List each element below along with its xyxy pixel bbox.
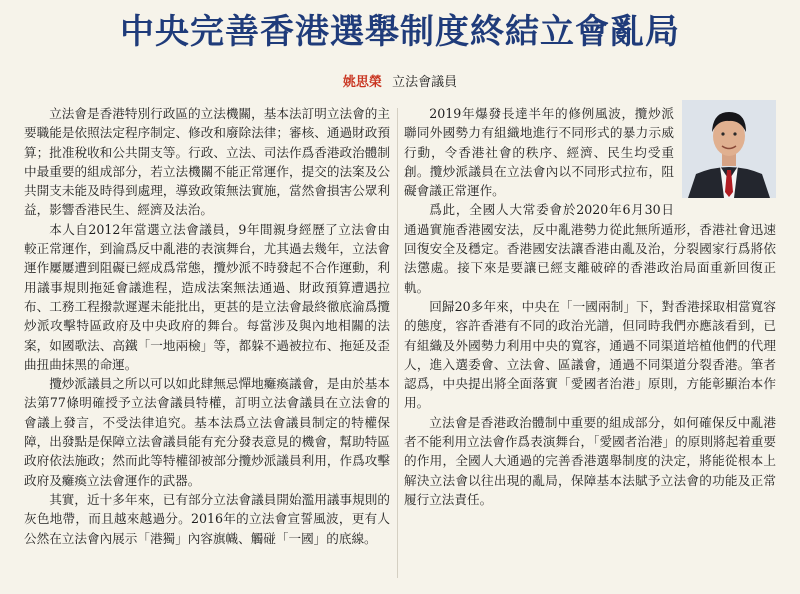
article-paragraph-8: 立法會是香港政治體制中重要的組成部分，如何確保反中亂港者不能利用立法會作爲表演舞台，「愛國者治港」的原則將起着重要的作用，全國人大通過的完善香港選舉制度的決定，將能從根本上解決立法會以往出現的亂局，保障基本法賦予立法會的功能及正常履行立法責任。 [404,414,776,507]
article-column-right [404,104,776,584]
article-paragraph-4: 其實，近十多年來，已有部分立法會議員開始濫用議事規則的灰色地帶，而且越來越過分。2016年的立法會宣誓風波，更有人公然在立法會內展示「港獨」內容旗幟、觸碰「一國」的底線。 [24,491,390,546]
headline: 中央完善香港選舉制度終結立會亂局 [120,12,680,52]
portrait-svg [682,100,776,198]
author-role: 立法會議員 [392,75,458,90]
author-name: 姚思榮 [342,75,382,90]
article-paragraph-6: 爲此，全國人大常委會於2020年6月30日通過實施香港國安法，反中亂港勢力從此無所遁形，香港社會迅速回復安全及穩定。香港國安法讓香港由亂及治，分裂國家行爲將依法懲處。接下來是要讓已經支離破碎的香港政治局面重新回復正軌。 [404,202,776,295]
byline [0,74,800,92]
column-divider [397,108,398,578]
article-paragraph-1: 立法會是香港特別行政區的立法機關，基本法訂明立法會的主要職能是依照法定程序制定、修改和廢除法律；審核、通過財政預算；批准稅收和公共開支等。行政、立法、司法作爲香港政治體制中最重要的組成部分，若立法機關不能正常運作，提交的法案及公共開支未能及時得到處理，導致政策無法實施，當然會損害公眾利益，影響香港民生、經濟及法治。 [24,106,390,218]
article-paragraph-3: 攬炒派議員之所以可以如此肆無忌憚地癱瘓議會，是由於基本法第77條明確授予立法會議員特權，訂明立法會議員在立法會的會議上發言，不受法律追究。基本法爲立法會議員制定的特權保障，出發點是保障立法會議員能有充分發表意見的機會，幫助特區政府依法施政；然而此等特權卻被部分攬炒派議員利用，作爲攻擊政府及癱瘓立法會運作的武器。 [24,376,390,488]
article-paragraph-5: 2019年爆發長達半年的修例風波，攬炒派聯同外國勢力有組織地進行不同形式的暴力示威行動，令香港社會的秩序、經濟、民生均受重創。攬炒派議員在立法會內以不同形式拉布，阻礙會議正常運作。 [404,106,674,199]
article-paragraph-7: 回歸20多年來，中央在「一國兩制」下，對香港採取相當寬容的態度，容許香港有不同的政治光譜，但同時我們亦應該看到，已有組織及外國勢力利用中央的寬容，通過不同渠道培植他們的代理人，進入選委會、立法會、區議會，通過不同渠道分裂香港。筆者認爲，中央提出將全面落實「愛國者治港」原則，方能彰顯治本作用。 [404,298,776,411]
author-portrait-icon [682,100,776,198]
article-column-left [24,104,390,584]
article-paragraph-2: 本人自2012年當選立法會議員，9年間親身經歷了立法會由較正常運作，到淪爲反中亂港的表演舞台，尤其過去幾年，立法會運作屢屢遭到阻礙已經成爲常態，攬炒派不時發起不合作運動，利用議事規則拖延會議進程，造成法案無法通過、財政預算遭遇拉布、工務工程撥款遲遲未能批出，更甚的是立法會最終徹底淪爲攬炒派攻擊特區政府及中央政府的舞台。每當涉及與內地相關的法案，如國歌法、高鐵「一地兩檢」等，都躲不過被拉布、拖延及歪曲扭曲抹黑的命運。 [24,221,390,372]
